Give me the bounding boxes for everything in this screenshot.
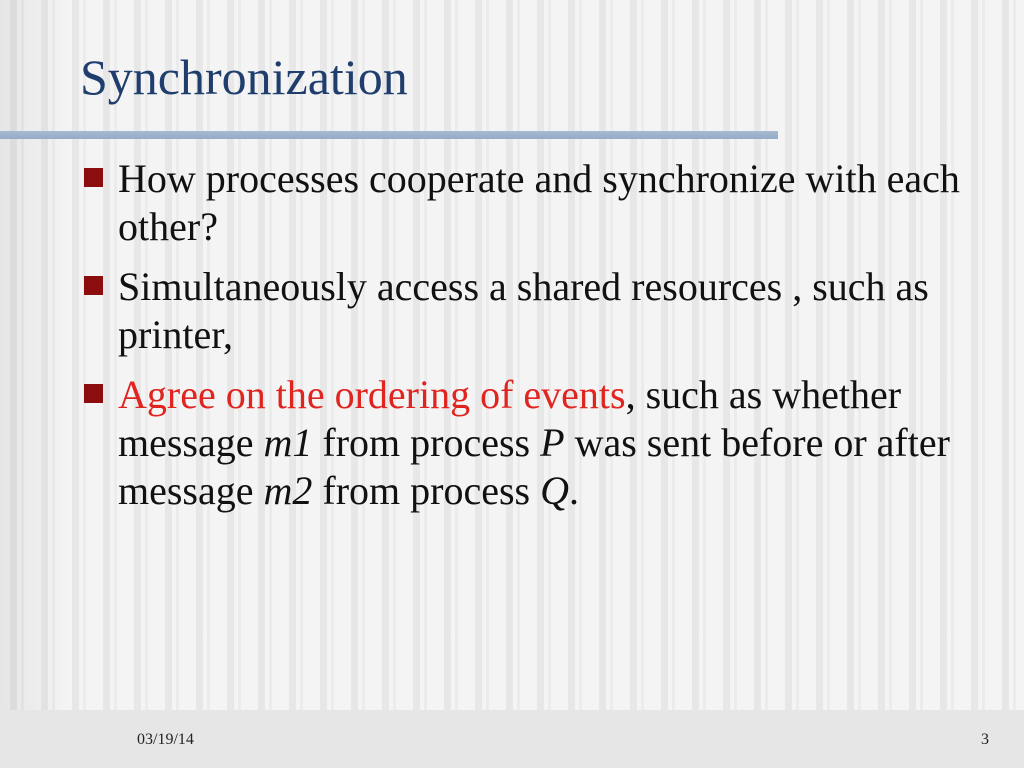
bullet-text: from process [312, 420, 541, 465]
slide-footer [0, 710, 1024, 768]
bullet-text: How processes cooperate and synchronize with each other? [118, 156, 960, 249]
slide-title: Synchronization [80, 49, 408, 105]
bullet-text: from process [312, 468, 541, 513]
bullet-item [80, 371, 960, 515]
footer-date: 03/19/14 [137, 731, 194, 748]
bullet-item [80, 263, 960, 359]
square-bullet-icon [84, 168, 103, 187]
process-q: Q [540, 468, 570, 513]
bullet-list [80, 155, 960, 527]
bullet-text: , such as whether message [118, 372, 902, 465]
square-bullet-icon [84, 276, 103, 295]
message-m1: m1 [263, 420, 313, 465]
process-p: P [540, 420, 565, 465]
bullet-text: Simultaneously access a shared resources , such as printer, [118, 264, 929, 357]
bullet-item [80, 155, 960, 251]
left-shade-decoration [0, 0, 70, 710]
bullet-text: was sent before or after message [118, 420, 950, 513]
page-number: 3 [981, 731, 989, 748]
title-underline-rule [0, 131, 778, 139]
highlighted-text: Agree on the ordering of events [118, 372, 626, 417]
bullet-text: . [569, 468, 580, 513]
square-bullet-icon [84, 384, 103, 403]
message-m2: m2 [263, 468, 313, 513]
